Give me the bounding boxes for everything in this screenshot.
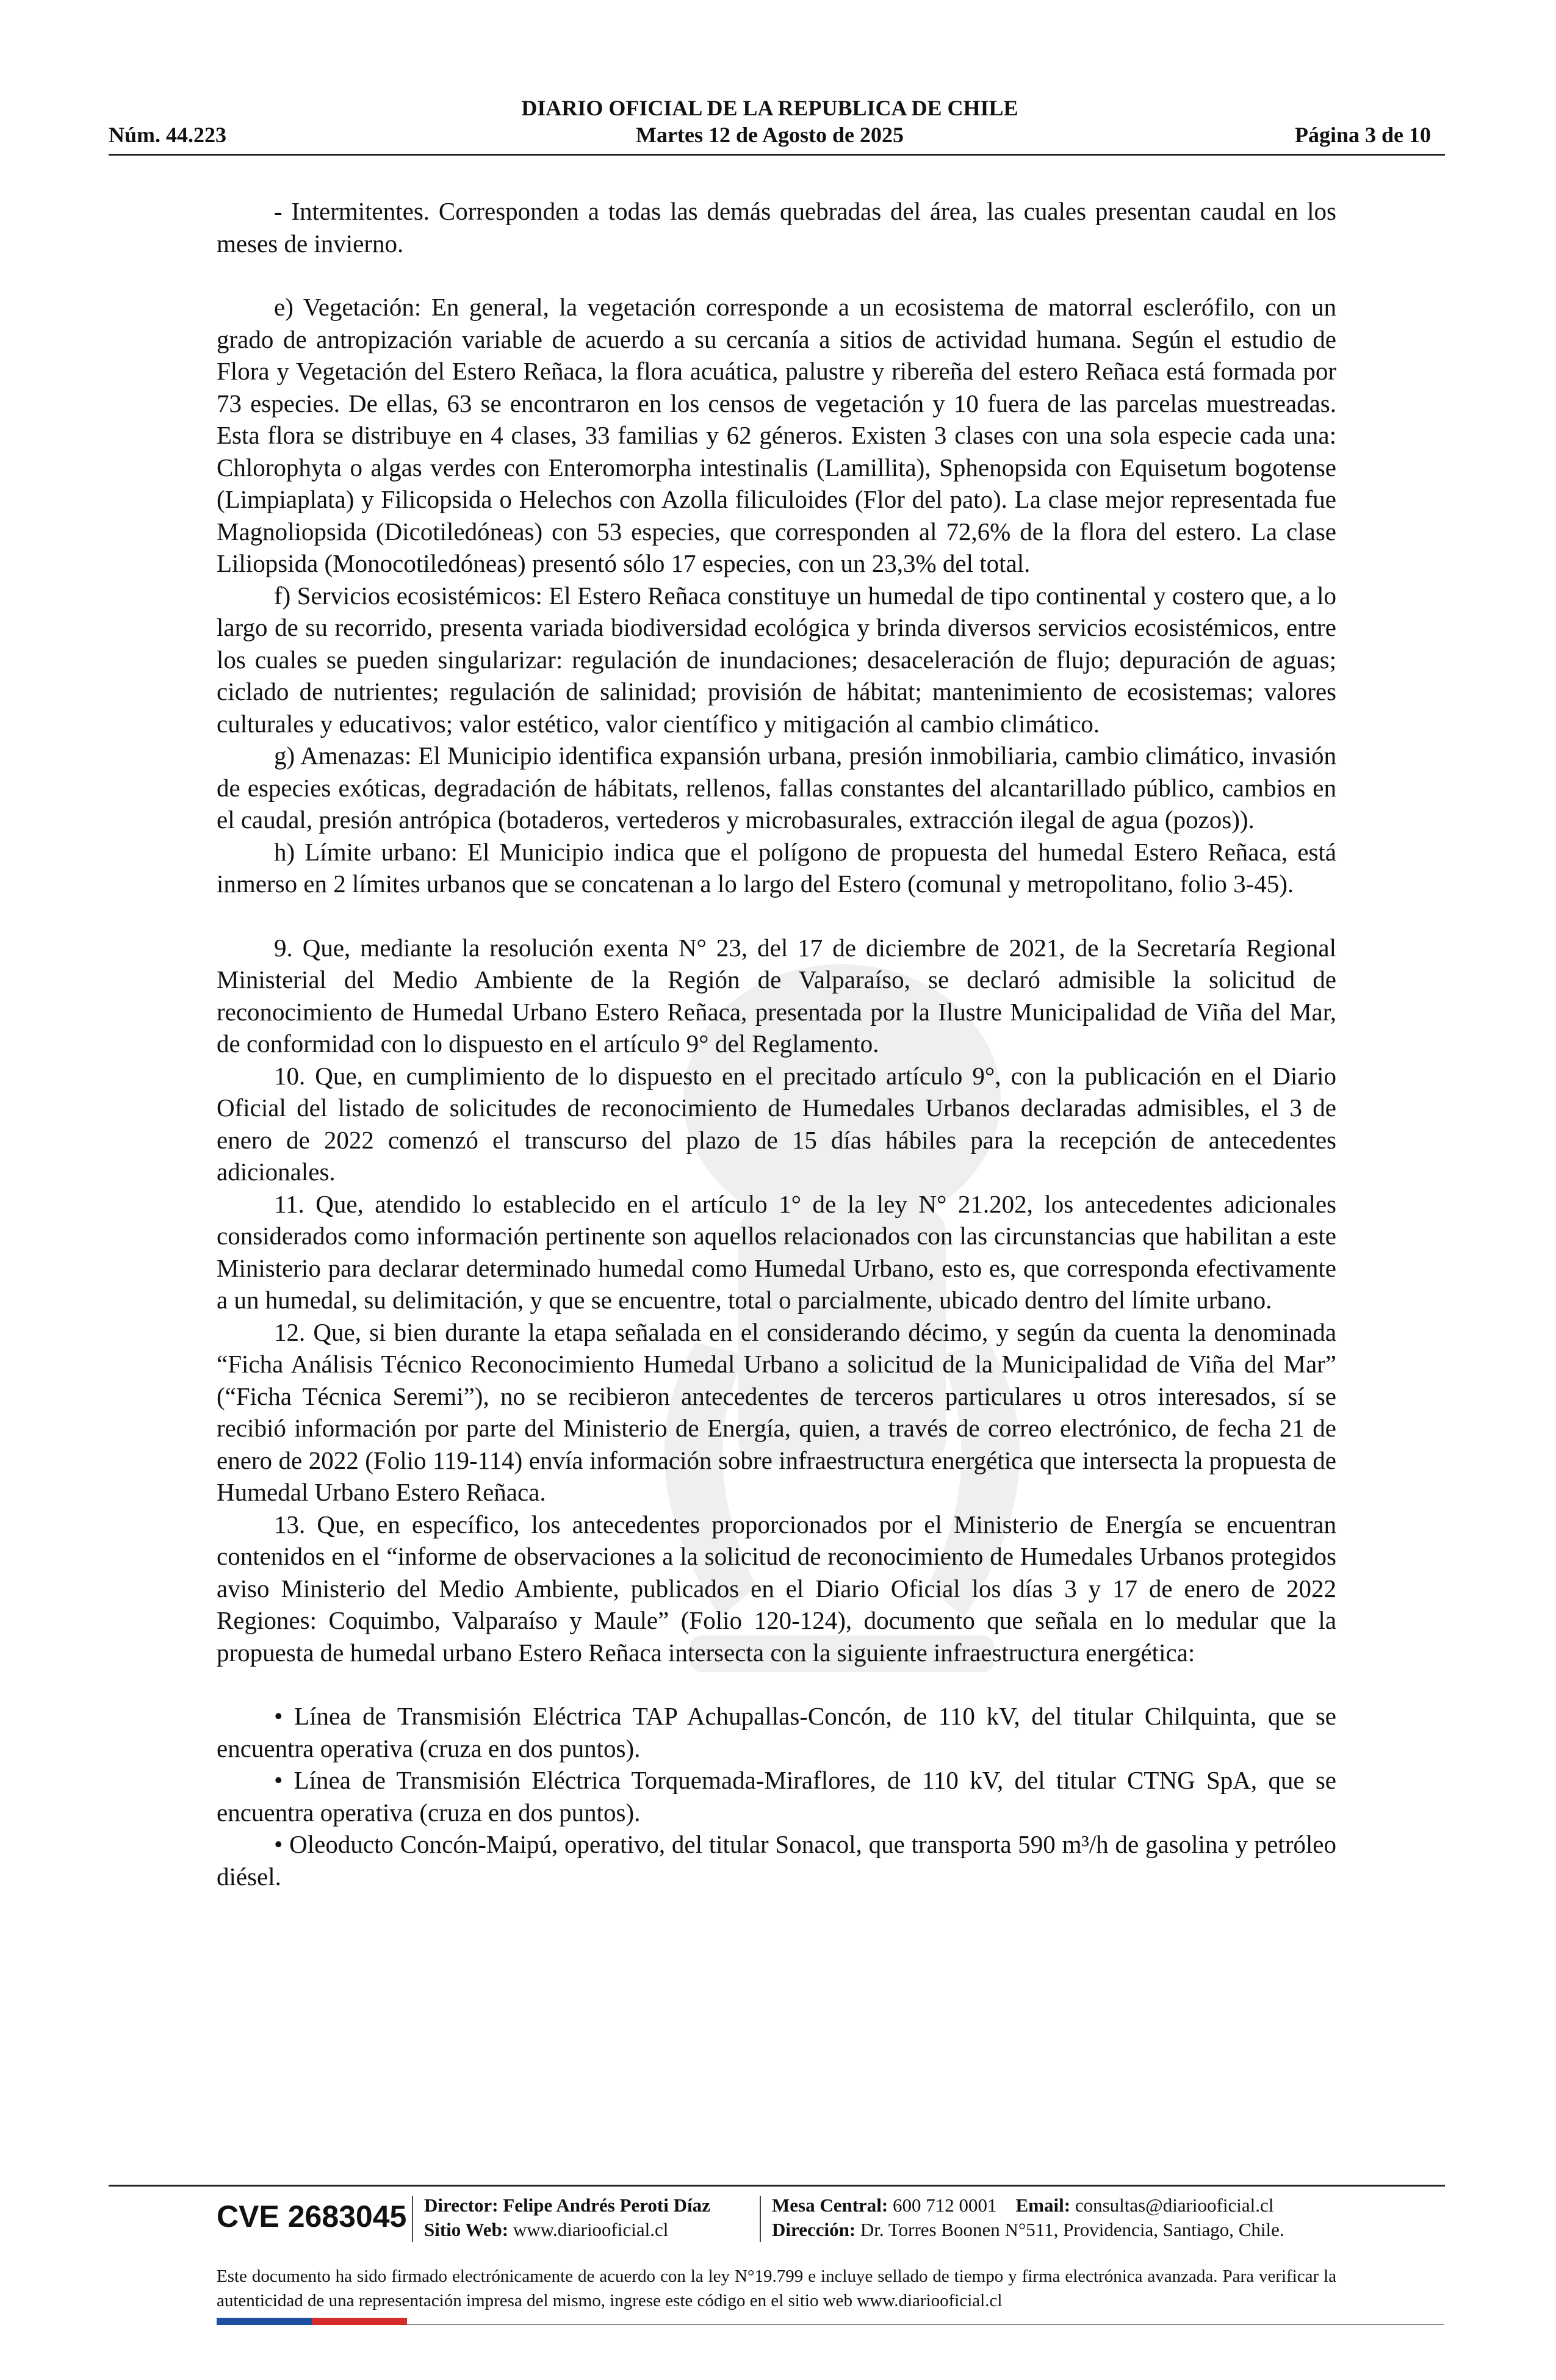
document-body bbox=[217, 195, 1336, 1892]
bullet-linea-achupallas: • Línea de Transmisión Eléctrica TAP Achupallas-Concón, de 110 kV, del titular Chilquinta, que se encuentra operativa (cruza en dos puntos). bbox=[217, 1702, 1336, 1762]
bullet-linea-torquemada: • Línea de Transmisión Eléctrica Torquemada-Miraflores, de 110 kV, del titular CTNG SpA, que se encuentra operativa (cruza en dos puntos). bbox=[217, 1766, 1336, 1826]
site-label: Sitio Web: bbox=[424, 2219, 509, 2240]
director-label: Director: bbox=[424, 2194, 499, 2216]
cve-code: CVE 2683045 bbox=[217, 2199, 407, 2234]
page-footer bbox=[217, 2191, 1336, 2252]
email-link[interactable]: consultas@diariooficial.cl bbox=[1075, 2194, 1274, 2216]
address-label: Dirección: bbox=[772, 2219, 856, 2240]
page-header bbox=[109, 95, 1431, 156]
paragraph-intermitentes: - Intermitentes. Corresponden a todas las demás quebradas del área, las cuales presentan caudal en los meses de invierno. bbox=[217, 197, 1336, 258]
header-divider bbox=[109, 154, 1445, 156]
mesa-phone: 600 712 0001 bbox=[893, 2194, 997, 2216]
address-value: Dr. Torres Boonen N°511, Providencia, Santiago, Chile. bbox=[860, 2219, 1284, 2240]
paragraph-vegetacion: e) Vegetación: En general, la vegetación corresponde a un ecosistema de matorral esclerófilo, con un grado de antropización variable de acuerdo a su cercanía a sitios de actividad humana. Según el estudio de Flora y Vegetación del Estero Reñaca, la flora acuática, palustre y ribereña del estero Reñaca está formada por 73 especies. De ellas, 63 se encontraron en los censos de vegetación y 10 fuera de las parcelas muestreadas. Esta flora se distribuye en 4 clases, 33 familias y 62 géneros. Existen 3 clases con una sola especie cada una: Chlorophyta o algas verdes con Enteromorpha intestinalis (Lamillita), Sphenopsida con Equisetum bogotense (Limpiaplata) y Filicopsida o Helechos con Azolla filiculoides (Flor del pato). La clase mejor representada fue Magnoliopsida (Dicotiledóneas) con 53 especies, que corresponden al 72,6% de la flora del estero. La clase Liliopsida (Monocotiledóneas) presentó sólo 17 especies, con un 23,3% del total. bbox=[217, 293, 1336, 577]
footer-director-block bbox=[424, 2193, 710, 2242]
paragraph-considerando-9: 9. Que, mediante la resolución exenta N° 23, del 17 de diciembre de 2021, de la Secretaría Regional Ministerial del Medio Ambiente de la Región de Valparaíso, se declaró admisible la solicitud de reconocimiento de Humedal Urbano Estero Reñaca, presentada por la Ilustre Municipalidad de Viña del Mar, de conformidad con lo dispuesto en el artículo 9° del Reglamento. bbox=[217, 933, 1336, 1058]
paragraph-considerando-11: 11. Que, atendido lo establecido en el artículo 1° de la ley N° 21.202, los antecedentes adicionales considerados como información pertinente son aquellos relacionados con las circunstancias que habilitan a este Ministerio para declarar determinado humedal como Humedal Urbano, esto es, que corresponda efectivamente a un humedal, su delimitación, y que se encuentre, total o parcialmente, ubicado dentro del límite urbano. bbox=[217, 1189, 1336, 1314]
footer-separator bbox=[412, 2196, 413, 2242]
footer-contact-block bbox=[772, 2193, 1284, 2242]
issue-number: Núm. 44.223 bbox=[109, 123, 227, 147]
paragraph-servicios-ecosistemicos: f) Servicios ecosistémicos: El Estero Reñaca constituye un humedal de tipo continental y costero que, a lo largo de su recorrido, presenta variada biodiversidad ecológica y brinda diversos servicios ecosistémicos, entre los cuales se pueden singularizar: regulación de inundaciones; desaceleración de flujo; depuración de aguas; ciclado de nutrientes; regulación de salinidad; provisión de hábitat; mantenimiento de ecosistemas; valores culturales y educativos; valor estético, valor científico y mitigación al cambio climático. bbox=[217, 581, 1336, 738]
email-label: Email: bbox=[1015, 2194, 1071, 2216]
publication-date: Martes 12 de Agosto de 2025 bbox=[636, 123, 904, 147]
flag-stripe bbox=[217, 2318, 407, 2325]
paragraph-considerando-10: 10. Que, en cumplimiento de lo dispuesto en el precitado artículo 9°, con la publicación en el Diario Oficial del listado de solicitudes de reconocimiento de Humedales Urbanos declaradas admisibles, el 3 de enero de 2022 comenzó el transcurso del plazo de 15 días hábiles para la recepción de antecedentes adicionales. bbox=[217, 1061, 1336, 1186]
mesa-label: Mesa Central: bbox=[772, 2194, 888, 2216]
paragraph-considerando-12: 12. Que, si bien durante la etapa señalada en el considerando décimo, y según da cuenta la denominada “Ficha Análisis Técnico Reconocimiento Humedal Urbano a solicitud de la Municipalidad de Viña del Mar” (“Ficha Técnica Seremi”), no se recibieron antecedentes de terceros particulares u otros interesados, sí se recibió información por parte del Ministerio de Energía, quien, a través de correo electrónico, de fecha 21 de enero de 2022 (Folio 119-114) envía información sobre infraestructura energética que intersecta la propuesta de Humedal Urbano Estero Reñaca. bbox=[217, 1318, 1336, 1506]
footer-divider bbox=[109, 2185, 1445, 2187]
publication-title: DIARIO OFICIAL DE LA REPUBLICA DE CHILE bbox=[521, 96, 1018, 120]
electronic-signature-notice: Este documento ha sido firmado electrónicamente de acuerdo con la ley N°19.799 e incluye sellado de tiempo y firma electrónica avanzada. Para verificar la autenticidad de una representación impresa del mismo, ingrese este código en el sitio web www.diariooficial.cl bbox=[217, 2266, 1336, 2310]
bullet-oleoducto: • Oleoducto Concón-Maipú, operativo, del titular Sonacol, que transporta 590 m³/h de gasolina y petróleo diésel. bbox=[217, 1830, 1336, 1891]
footer-bottom-line bbox=[407, 2324, 1444, 2325]
director-name: Felipe Andrés Peroti Díaz bbox=[503, 2194, 710, 2216]
paragraph-limite-urbano: h) Límite urbano: El Municipio indica que el polígono de propuesta del humedal Estero Reñaca, está inmerso en 2 límites urbanos que se concatenan a lo largo del Estero (comunal y metropolitano, folio 3-45). bbox=[217, 837, 1336, 898]
flag-red-segment bbox=[312, 2318, 407, 2325]
paragraph-considerando-13: 13. Que, en específico, los antecedentes proporcionados por el Ministerio de Energía se encuentran contenidos en el “informe de observaciones a la solicitud de reconocimiento de Humedales Urbanos protegidos aviso Ministerio del Medio Ambiente, publicados en el Diario Oficial los días 3 y 17 de enero de 2022 Regiones: Coquimbo, Valparaíso y Maule” (Folio 120-124), documento que señala en lo medular que la propuesta de humedal urbano Estero Reñaca intersecta con la siguiente infraestructura energética: bbox=[217, 1510, 1336, 1667]
flag-blue-segment bbox=[217, 2318, 312, 2325]
footer-separator bbox=[760, 2196, 761, 2242]
page-number: Página 3 de 10 bbox=[1294, 123, 1431, 147]
site-link[interactable]: www.diariooficial.cl bbox=[513, 2219, 669, 2240]
paragraph-amenazas: g) Amenazas: El Municipio identifica expansión urbana, presión inmobiliaria, cambio climático, invasión de especies exóticas, degradación de hábitats, rellenos, fallas constantes del alcantarillado público, cambios en el caudal, presión antrópica (botaderos, vertederos y microbasurales, extracción ilegal de agua (pozos)). bbox=[217, 741, 1336, 834]
